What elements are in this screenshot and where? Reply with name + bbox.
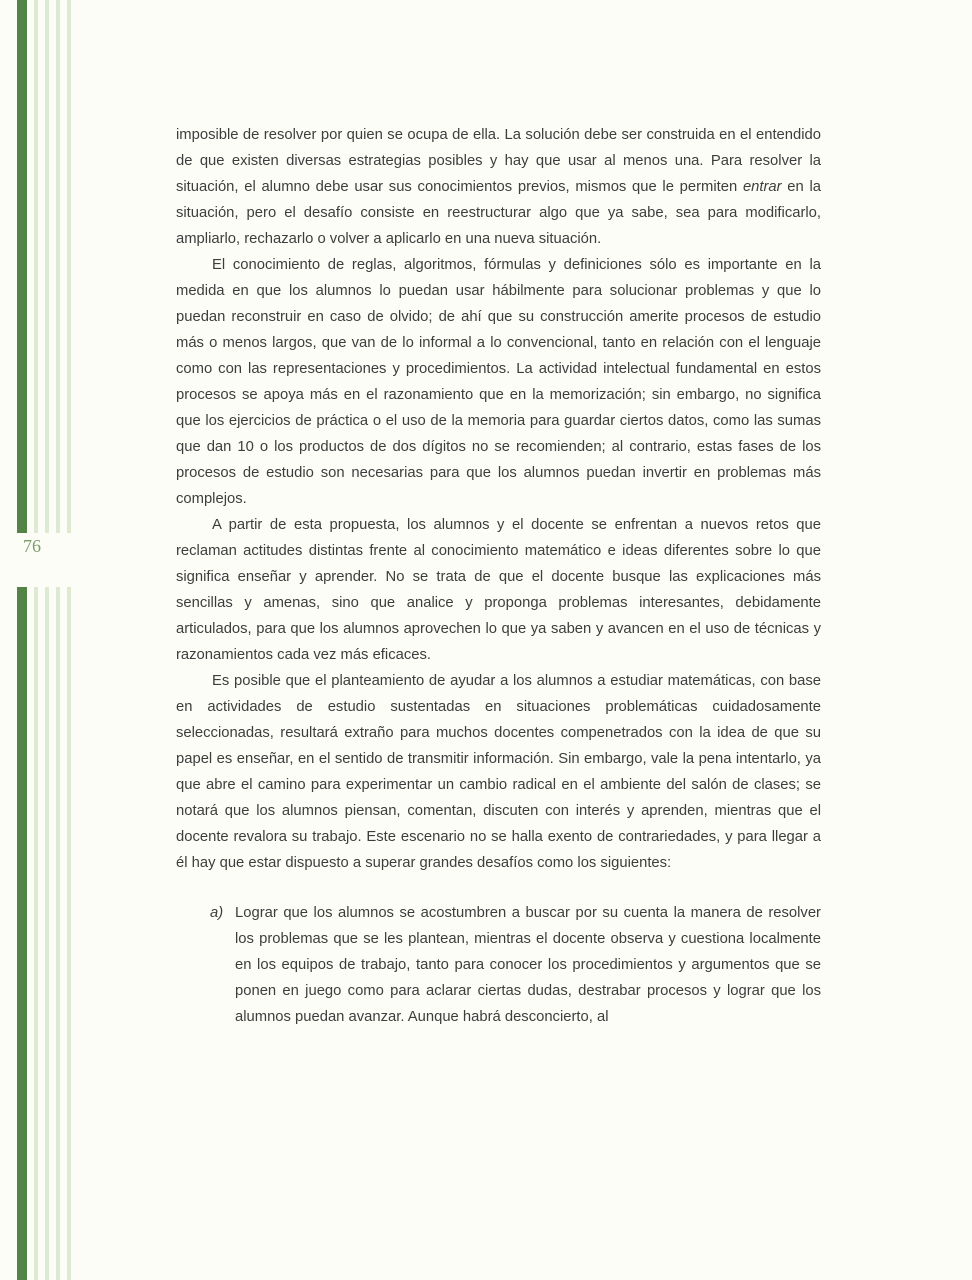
- decorative-stripe-dark-bottom: [17, 587, 27, 1280]
- paragraph: [176, 252, 821, 512]
- decorative-stripe-light-top: [67, 0, 71, 533]
- body-text: [176, 122, 821, 1030]
- text-segment: El conocimiento de reglas, algoritmos, fórmulas y definiciones sólo es importante en la medida en que los alumnos lo puedan usar hábilmente para solucionar problemas y que lo puedan reconstruir en caso de olvido; de ahí que su construcción amerite procesos de estudio más o menos largos, que van de lo informal a lo convencional, tanto en relación con el lenguaje como con las representaciones y procedimientos. La actividad intelectual fundamental en estos procesos se apoya más en el razonamiento que en la memorización; sin embargo, no significa que los ejercicios de práctica o el uso de la memoria para guardar ciertos datos, como las sumas que dan 10 o los productos de dos dígitos no se recomienden; al contrario, estas fases de los procesos de estudio son necesarias para que los alumnos puedan invertir en problemas más complejos.: [176, 257, 821, 507]
- list-marker: a): [210, 905, 224, 921]
- decorative-stripe-dark-top: [17, 0, 27, 533]
- paragraph: [176, 122, 821, 252]
- text-segment: Es posible que el planteamiento de ayudar a los alumnos a estudiar matemáticas, con base en actividades de estudio sustentadas en situaciones problemáticas cuidadosamente seleccionadas, resultará extraño para muchos docentes compenetrados con la idea de que su papel es enseñar, en el sentido de transmitir información. Sin embargo, vale la pena intentarlo, ya que abre el camino para experimentar un cambio radical en el ambiente del salón de clases; se notará que los alumnos piensan, comentan, discuten con interés y aprenden, mientras que el docente revalora su trabajo. Este escenario no se halla exento de contrariedades, y para llegar a él hay que estar dispuesto a superar grandes desafíos como los siguientes:: [176, 673, 821, 871]
- decorative-stripe-light-top: [45, 0, 49, 533]
- decorative-stripe-light-bottom: [56, 587, 60, 1280]
- page-number: 76: [23, 536, 41, 556]
- list-item-text: Lograr que los alumnos se acostumbren a buscar por su cuenta la manera de resolver los problemas que se les plantean, mientras el docente observa y cuestiona localmente en los equipos de trabajo, tanto para conocer los procedimientos y argumentos que se ponen en juego como para aclarar ciertas dudas, destrabar procesos y lograr que los alumnos puedan avanzar. Aunque habrá desconcierto, al: [235, 905, 821, 1025]
- decorative-stripe-light-bottom: [67, 587, 71, 1280]
- decorative-stripe-light-bottom: [45, 587, 49, 1280]
- text-segment: imposible de resolver por quien se ocupa de ella. La solución debe ser construida en el entendido de que existen diversas estrategias posibles y hay que usar al menos una. Para resolver la situación, el alumno debe usar sus conocimientos previos, mismos que le permiten: [176, 127, 821, 195]
- text-segment: en la situación, pero el desafío consiste en reestructurar algo que ya sabe, sea para modificarlo, ampliarlo, rechazarlo o volver a aplicarlo en una nueva situación.: [176, 179, 821, 247]
- decorative-stripe-light-bottom: [34, 587, 38, 1280]
- decorative-stripe-light-top: [56, 0, 60, 533]
- paragraph: [176, 512, 821, 668]
- text-segment: A partir de esta propuesta, los alumnos y el docente se enfrentan a nuevos retos que reclaman actitudes distintas frente al conocimiento matemático e ideas diferentes sobre lo que significa enseñar y aprender. No se trata de que el docente busque las explicaciones más sencillas y amenas, sino que analice y proponga problemas interesantes, debidamente articulados, para que los alumnos aprovechen lo que ya saben y avancen en el uso de técnicas y razonamientos cada vez más eficaces.: [176, 517, 821, 663]
- italic-text: entrar: [742, 179, 782, 195]
- list-item: [176, 900, 821, 1030]
- decorative-stripe-light-top: [34, 0, 38, 533]
- paragraph: [176, 668, 821, 876]
